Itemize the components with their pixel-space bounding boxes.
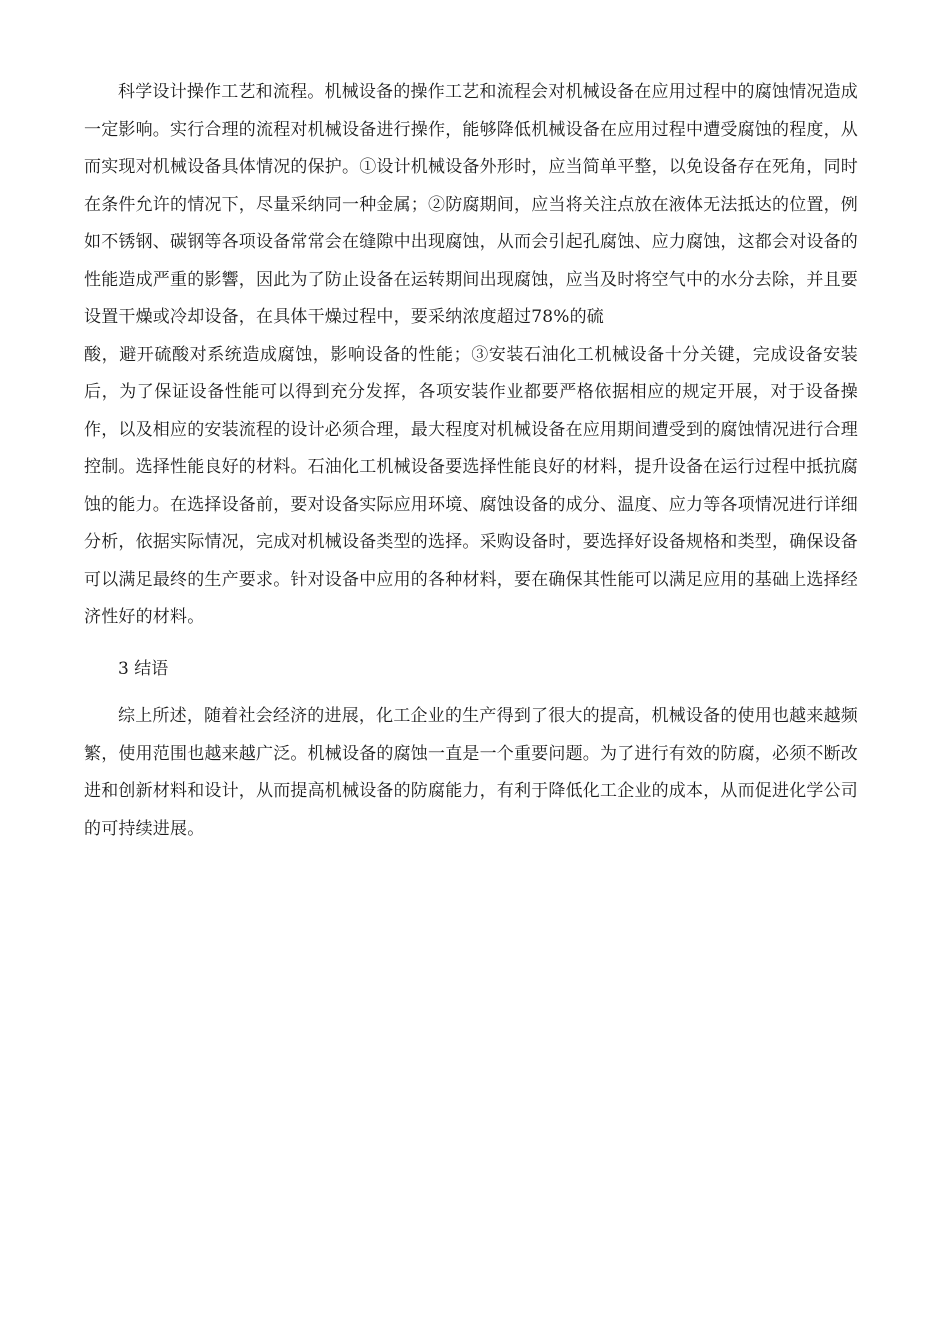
paragraph-process-design: 科学设计操作工艺和流程。机械设备的操作工艺和流程会对机械设备在应用过程中的腐蚀情况造成一定影响。实行合理的流程对机械设备进行操作，能够降低机械设备在应用过程中遭受腐蚀的程度，从而实现对机械设备具体情况的保护。①设计机械设备外形时，应当简单平整，以免设备存在死角，同时在条件允许的情况下，尽量采纳同一种金属；②防腐期间，应当将关注点放在液体无法抵达的位置，例如不锈钢、碳钢等各项设备常常会在缝隙中出现腐蚀，从而会引起孔腐蚀、应力腐蚀，这都会对设备的性能造成严重的影響，因此为了防止设备在运转期间出现腐蚀，应当及时将空气中的水分去除，并且要设置干燥或冷却设备，在具体干燥过程中，要采纳浓度超过78%的硫 [84,82,858,327]
section-heading-conclusion: 3 结语 [118,658,169,679]
document-body [84,74,858,848]
paragraph-conclusion: 综上所述，随着社会经济的进展，化工企业的生产得到了很大的提高，机械设备的使用也越来越频繁，使用范围也越来越广泛。机械设备的腐蚀一直是一个重要问题。为了进行有效的防腐，必须不断改进和创新材料和设计，从而提高机械设备的防腐能力，有利于降低化工企业的成本，从而促进化学公司的可持续进展。 [84,706,858,839]
paragraph-materials: 酸，避开硫酸对系统造成腐蚀，影响设备的性能；③安装石油化工机械设备十分关键，完成设备安装后，为了保证设备性能可以得到充分发挥，各项安装作业都要严格依据相应的规定开展，对于设备操作，以及相应的安装流程的设计必须合理，最大程度对机械设备在应用期间遭受到的腐蚀情况进行合理控制。选择性能良好的材料。石油化工机械设备要选择性能良好的材料，提升设备在运行过程中抵抗腐蚀的能力。在选择设备前，要对设备实际应用环境、腐蚀设备的成分、温度、应力等各项情况进行详细分析，依据实际情况，完成对机械设备类型的选择。采购设备时，要选择好设备规格和类型，确保设备可以满足最终的生产要求。针对设备中应用的各种材料，要在确保其性能可以满足应用的基础上选择经济性好的材料。 [84,344,858,627]
